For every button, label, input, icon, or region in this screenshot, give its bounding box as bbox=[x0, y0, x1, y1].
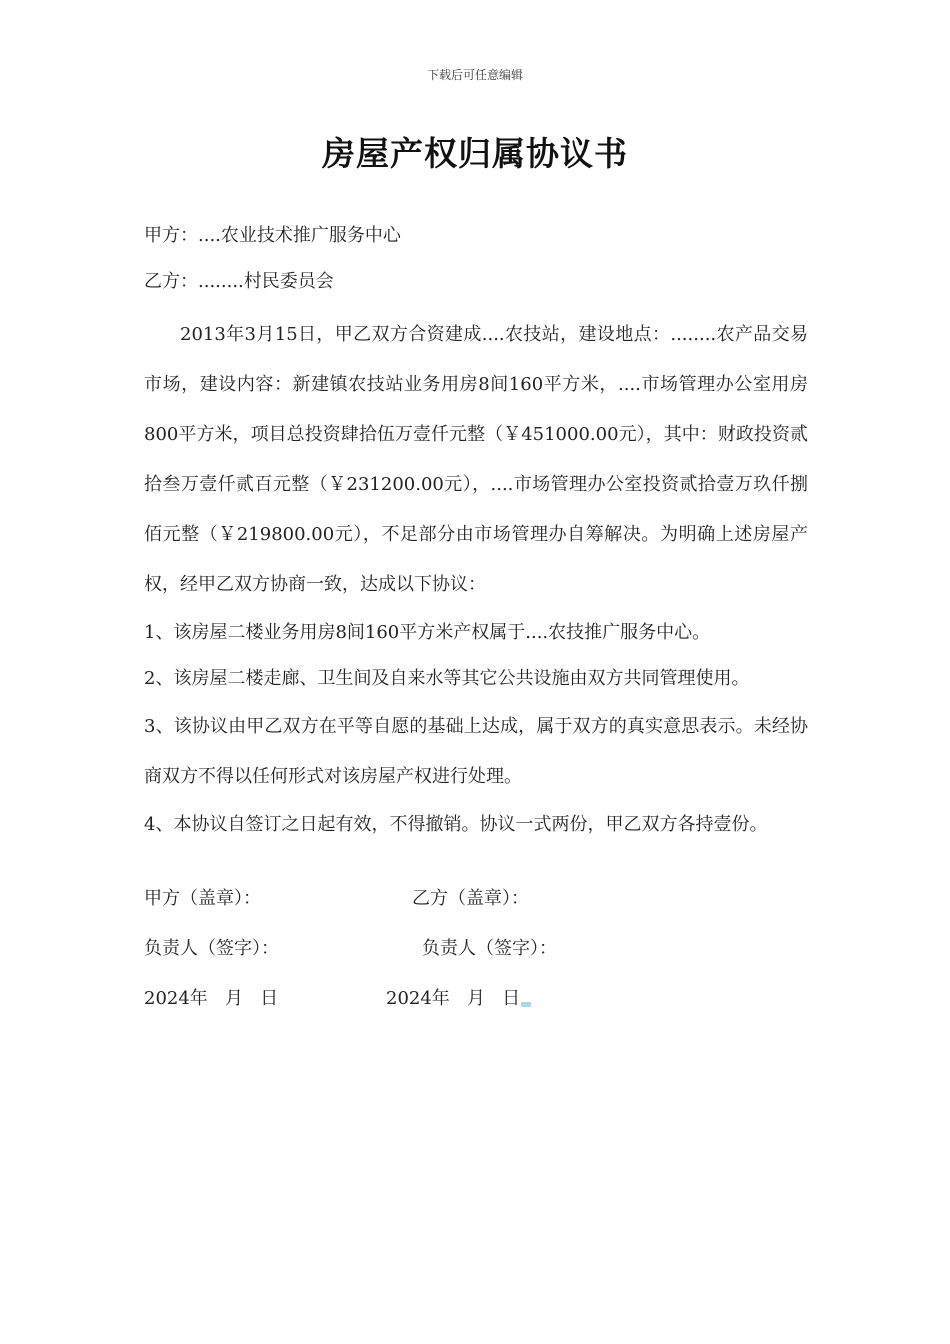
text-cursor-marker bbox=[521, 1002, 531, 1007]
party-b-seal-label: 乙方（盖章）： bbox=[412, 888, 529, 909]
clause-4: 4、本协议自签订之日起有效，不得撤销。协议一式两份，甲乙双方各持壹份。 bbox=[144, 814, 768, 835]
seal-row bbox=[144, 880, 808, 930]
document-body bbox=[144, 218, 808, 848]
clause-1: 1、该房屋二楼业务用房8间160平方米产权属于....农技推广服务中心。 bbox=[144, 622, 711, 643]
party-a-seal-label: 甲方（盖章）： bbox=[144, 888, 261, 909]
party-a-date: 2024年 月 日 bbox=[144, 988, 279, 1009]
clause-2: 2、该房屋二楼走廊、卫生间及自来水等其它公共设施由双方共同管理使用。 bbox=[144, 668, 750, 689]
party-b-date-wrap bbox=[386, 980, 531, 1018]
party-b-signatory-label: 负责人（签字）： bbox=[422, 938, 557, 959]
party-b-date: 2024年 月 日 bbox=[386, 988, 521, 1009]
document-title: 房屋产权归属协议书 bbox=[322, 134, 628, 173]
signatory-row bbox=[144, 930, 808, 980]
date-row bbox=[144, 980, 808, 1030]
signature-block bbox=[144, 880, 808, 1030]
party-b-line: 乙方：........村民委员会 bbox=[144, 271, 334, 292]
intro-paragraph: 2013年3月15日，甲乙双方合资建成....农技站，建设地点：........农产品交易市场，建设内容：新建镇农技站业务用房8间160平方米，....市场管理办公室用房800平方米，项目总投资肆拾伍万壹仟元整（￥451000.00元），其中：财政投资贰拾叁万壹仟贰百元整（￥231200.00元），....市场管理办公室投资贰拾壹万玖仟捌佰元整（￥219800.00元），不足部分由市场管理办自筹解决。为明确上述房屋产权，经甲乙双方协商一致，达成以下协议： bbox=[144, 324, 808, 595]
party-a-signatory-label: 负责人（签字）： bbox=[144, 938, 279, 959]
party-a-line: 甲方：....农业技术推广服务中心 bbox=[144, 225, 401, 246]
header-note: 下载后可任意编辑 bbox=[426, 68, 523, 82]
clause-3: 3、该协议由甲乙双方在平等自愿的基础上达成，属于双方的真实意思表示。未经协商双方不得以任何形式对该房屋产权进行处理。 bbox=[144, 716, 808, 787]
